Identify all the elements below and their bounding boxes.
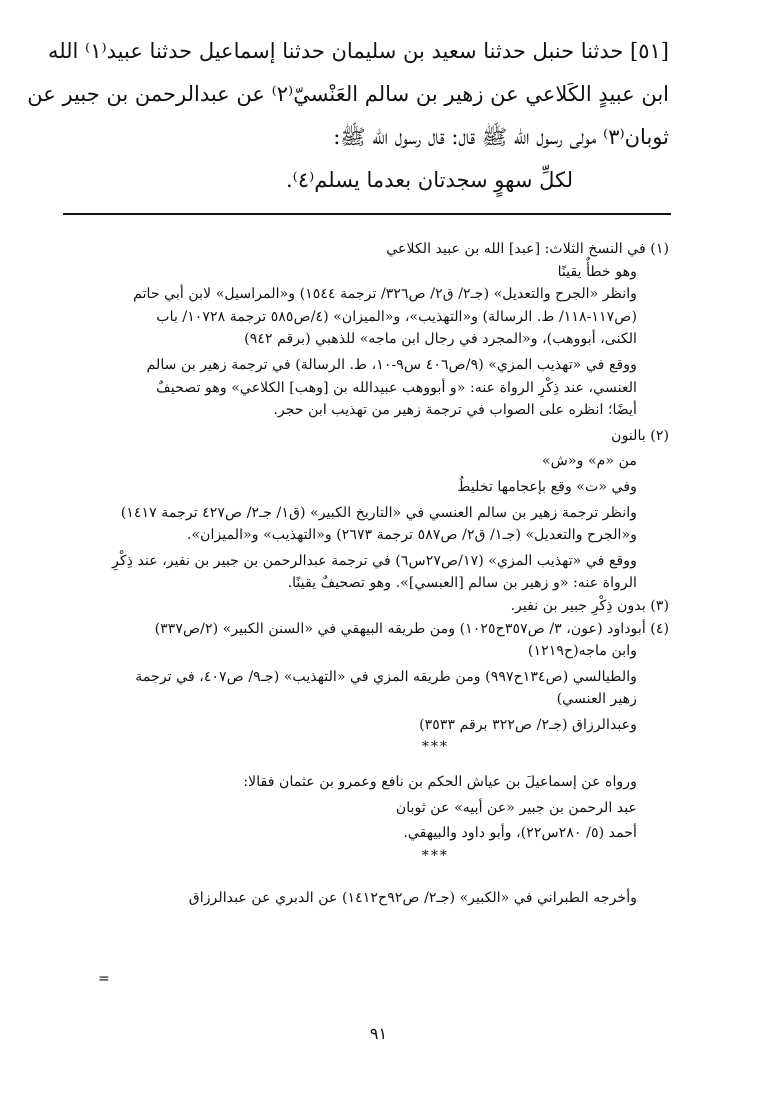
continuation-mark: = <box>98 971 110 987</box>
footnote-2-line-7: الرواة عنه: «و زهير بن سالم [العبسي]». وهو تصحيفٌ يقينًا. <box>287 575 637 592</box>
hadith-line-1: [٥١] حدثنا حنبل حدثنا سعيد بن سليمان حدثنا إسماعيل حدثنا عبيد⁽١⁾ الله <box>47 39 669 63</box>
footnote-4-line-2: وابن ماجه(ح١٢١٩) <box>527 643 637 660</box>
hadith-text <box>27 30 669 202</box>
footnote-3-line-1: (٣) بدون ذِكْرِ جبير بن نفير. <box>510 597 669 614</box>
stars-separator-1: *** <box>421 739 449 756</box>
footnote-1-line-3: وانظر «الجرح والتعديل» (جـ٢/ ق٢/ ص٣٢٦/ ترجمة ١٥٤٤) و«المراسيل» لابن أبي حاتم <box>133 286 637 303</box>
stars-separator-2: *** <box>421 847 449 864</box>
footnote-4-line-1: (٤) أبوداود (عون، ٣/ ص٣٥٧ح١٠٢٥) ومن طريقه البيهقي في «السنن الكبير» (٢/ص٣٣٧) <box>154 620 669 637</box>
footnote-1-line-1: (١) في النسخ الثلاث: [عبد] الله بن عبيد الكلاعي <box>386 241 669 257</box>
footnote-1-line-6: ووقع في «تهذيب المزي» (٩/ص٤٠٦ س٩-١٠، ط. الرسالة) في ترجمة زهير بن سالم <box>146 356 637 373</box>
footnote-4-line-5: وعبدالرزاق (جـ٢/ ص٣٢٢ برقم ٣٥٣٣) <box>419 716 637 733</box>
page-number: ٩١ <box>369 1024 388 1043</box>
footnote-2-line-6: ووقع في «تهذيب المزي» (١٧/ص٢٧س٦) في ترجمة عبدالرحمن بن جبير بن نفير، عند ذِكْرِ <box>112 552 637 569</box>
footnote-1-line-4: (ص١١٧-١١٨/ ط. الرسالة) و«التهذيب»، و«الميزان» (٤/ص٥٨٥ ترجمة ١٠٧٢٨/ باب <box>156 308 637 325</box>
footnote-4-line-4: زهير العنسي) <box>556 691 637 708</box>
footnote-4-line-9: وأخرجه الطبراني في «الكبير» (جـ٢/ ص٩٢ح١٤١٢) عن الدبري عن عبدالرزاق <box>188 890 637 907</box>
footnote-2-line-5: و«الجرح والتعديل» (جـ١/ ق٢/ ص٥٨٧ ترجمة ٢٦٧٣) و«التهذيب» و«الميزان». <box>186 527 637 544</box>
footnotes <box>57 235 669 910</box>
hadith-line-2: ابن عبيدٍ الكَلاعي عن زهير بن سالم العَنْسيّ⁽٢⁾ عن عبدالرحمن بن جبير عن <box>27 82 669 106</box>
footnote-2-line-1: (٢) بالنون <box>611 427 669 444</box>
footnote-4-line-7: عبد الرحمن بن جبير «عن أبيه» عن ثوبان <box>395 799 637 816</box>
footnote-4-line-3: والطيالسي (ص١٣٤ح٩٩٧) ومن طريقه المزي في «التهذيب» (جـ٩/ ص٤٠٧، في ترجمة <box>135 668 637 685</box>
footnote-4-line-6: ورواه عن إسماعيلَ بن عياش الحكم بن نافع وعمرو بن عثمان فقالا: <box>243 774 637 791</box>
footnote-2-line-3: وفي «ت» وقع بإعجامها تخليطٌ <box>457 478 637 495</box>
footnote-2-line-2: من «م» و«ش» <box>541 453 637 470</box>
footnote-1-line-2: وهو خطأٌ يقينًا <box>557 263 637 280</box>
hadith-line-4: لكلِّ سهوٍ سجدتان بعدما يسلم⁽٤⁾. <box>286 168 573 192</box>
footnote-4-line-8: أحمد (٥/ ٢٨٠س٢٢)، وأبو داود والبيهقي. <box>403 825 637 842</box>
footnote-1-line-7: العنسي، عند ذِكْرِ الرواة عنه: «و أبووهب عبيدالله بن [وهب] الكلاعي» وهو تصحيفٌ <box>156 379 637 396</box>
footnote-1-line-5: الكنى، أبووهب)، و«المجرد في رجال ابن ماجه» للذهبي (برقم ٩٤٢) <box>244 331 637 348</box>
hadith-line-3: ثوبان⁽٣⁾ مولى رسول الله ﷺ قال: قال رسول الله ﷺ: <box>333 125 669 149</box>
footnote-separator <box>63 213 671 215</box>
footnote-2-line-4: وانظر ترجمة زهير بن سالم العنسي في «التاريخ الكبير» (ق١/ جـ٢/ ص٤٢٧ ترجمة ١٤١٧) <box>120 504 637 521</box>
footnote-1-line-8: أيضًا؛ انظره على الصواب في ترجمة زهير من تهذيب ابن حجر. <box>273 402 637 419</box>
